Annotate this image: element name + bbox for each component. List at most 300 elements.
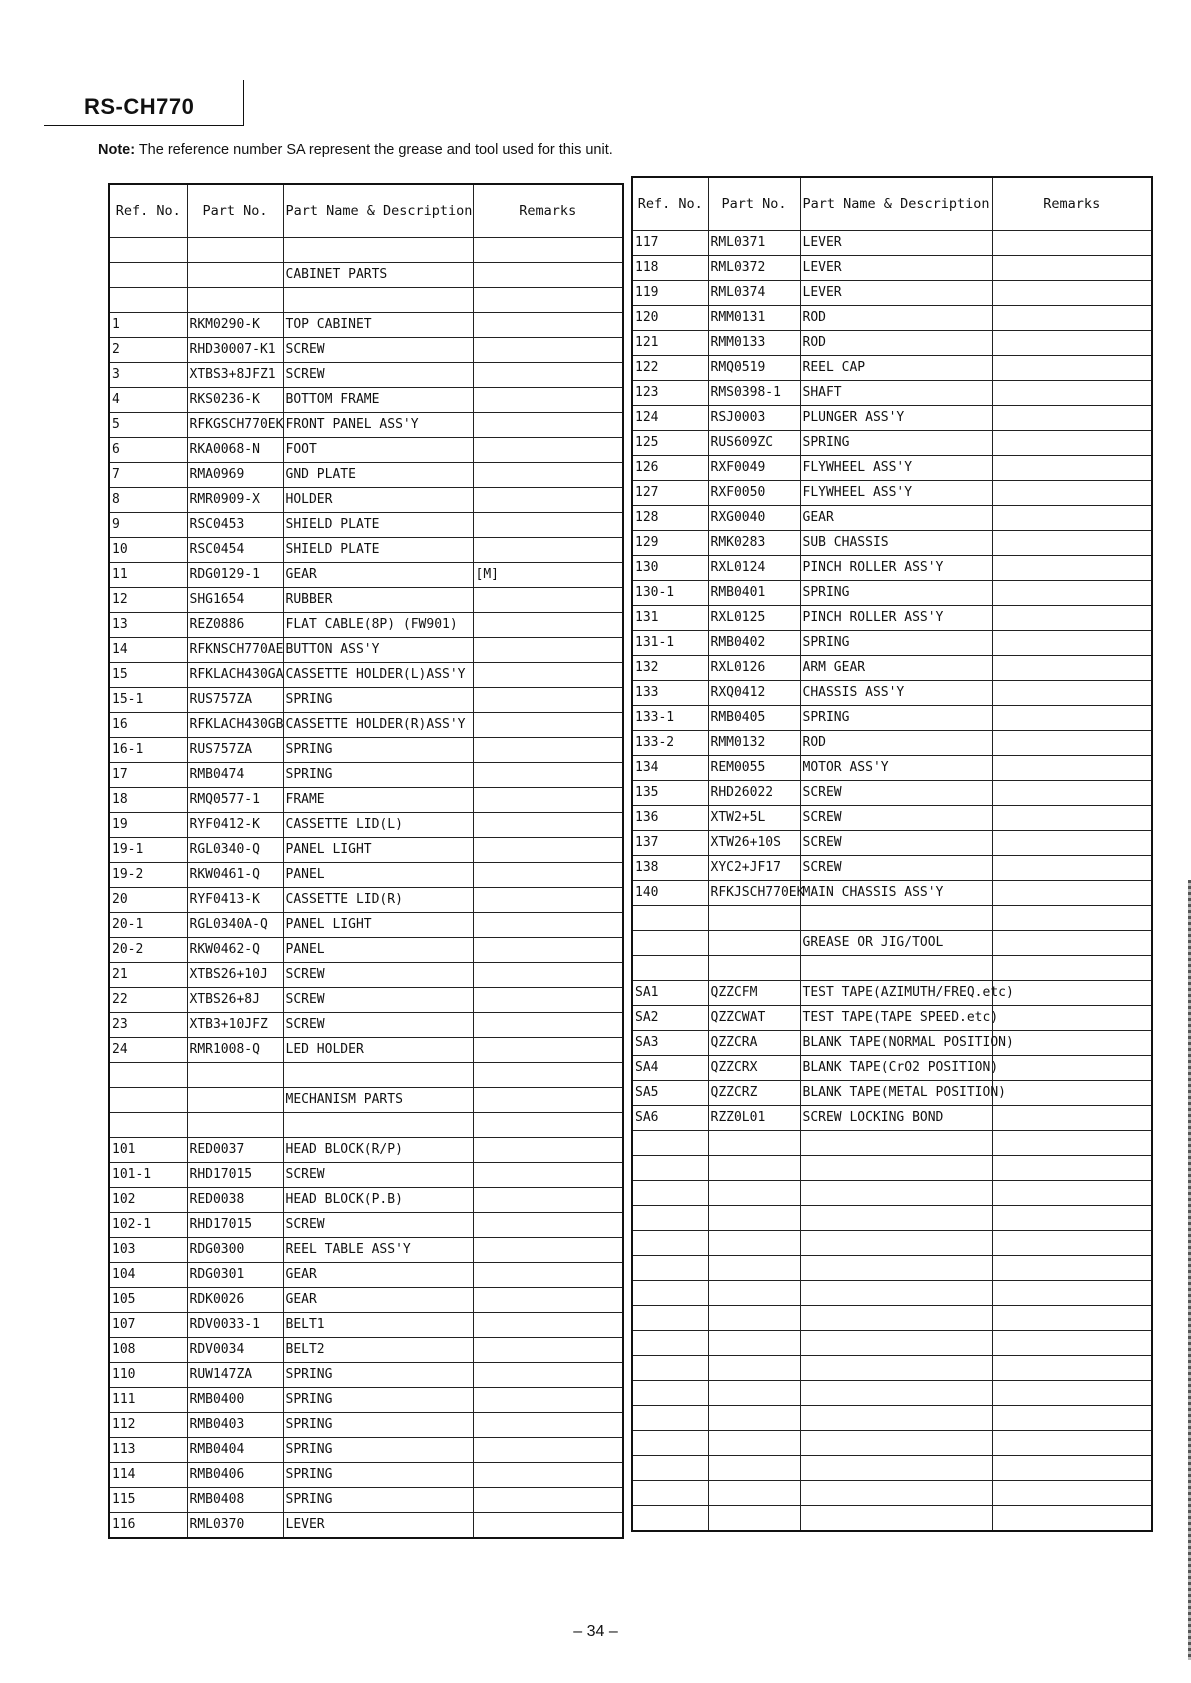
- description-cell: SCREW: [283, 1163, 473, 1188]
- ref-no-cell: 22: [109, 988, 187, 1013]
- remarks-cell: [473, 738, 623, 763]
- remarks-cell: [473, 788, 623, 813]
- ref-no-cell: [109, 1113, 187, 1138]
- part-no-cell: RGL0340-Q: [187, 838, 283, 863]
- remarks-cell: [473, 1438, 623, 1463]
- ref-no-cell: 108: [109, 1338, 187, 1363]
- ref-no-cell: 19: [109, 813, 187, 838]
- remarks-cell: [992, 956, 1152, 981]
- table-row: [632, 1431, 1152, 1456]
- part-no-cell: RKW0461-Q: [187, 863, 283, 888]
- part-no-cell: RMB0405: [708, 706, 800, 731]
- remarks-cell: [473, 513, 623, 538]
- ref-no-cell: 102-1: [109, 1213, 187, 1238]
- col-header-ref-no: Ref. No.: [632, 177, 708, 231]
- part-no-cell: [708, 931, 800, 956]
- table-row: [632, 1006, 1152, 1031]
- remarks-cell: [473, 913, 623, 938]
- description-cell: BELT1: [283, 1313, 473, 1338]
- part-no-cell: RED0037: [187, 1138, 283, 1163]
- description-cell: FLYWHEEL ASS'Y: [800, 481, 992, 506]
- ref-no-cell: 133-1: [632, 706, 708, 731]
- description-cell: CHASSIS ASS'Y: [800, 681, 992, 706]
- table-row: [632, 1056, 1152, 1081]
- table-row: [109, 313, 623, 338]
- table-row: [109, 463, 623, 488]
- ref-no-cell: 3: [109, 363, 187, 388]
- remarks-cell: [992, 606, 1152, 631]
- table-row: [109, 513, 623, 538]
- remarks-cell: [473, 838, 623, 863]
- description-cell: GEAR: [283, 563, 473, 588]
- table-row: [109, 963, 623, 988]
- part-no-cell: QZZCWAT: [708, 1006, 800, 1031]
- ref-no-cell: 119: [632, 281, 708, 306]
- ref-no-cell: 4: [109, 388, 187, 413]
- ref-no-cell: SA5: [632, 1081, 708, 1106]
- remarks-cell: [992, 1331, 1152, 1356]
- remarks-cell: [473, 1413, 623, 1438]
- description-cell: REEL TABLE ASS'Y: [283, 1238, 473, 1263]
- remarks-cell: [992, 1156, 1152, 1181]
- table-row: [109, 1313, 623, 1338]
- table-row: [632, 1331, 1152, 1356]
- remarks-cell: [473, 1513, 623, 1539]
- table-row: [632, 556, 1152, 581]
- part-no-cell: [708, 1481, 800, 1506]
- ref-no-cell: 18: [109, 788, 187, 813]
- part-no-cell: RMB0406: [187, 1463, 283, 1488]
- description-cell: SPRING: [283, 1363, 473, 1388]
- table-row: [109, 788, 623, 813]
- description-cell: PANEL: [283, 863, 473, 888]
- description-cell: FRAME: [283, 788, 473, 813]
- ref-no-cell: SA2: [632, 1006, 708, 1031]
- remarks-cell: [473, 763, 623, 788]
- table-row: [632, 756, 1152, 781]
- table-row: [632, 1381, 1152, 1406]
- remarks-cell: [M]: [473, 563, 623, 588]
- ref-no-cell: 107: [109, 1313, 187, 1338]
- description-cell: [800, 1456, 992, 1481]
- ref-no-cell: [109, 288, 187, 313]
- table-row: [632, 631, 1152, 656]
- table-row: [109, 263, 623, 288]
- description-cell: SPRING: [283, 1388, 473, 1413]
- table-row: [632, 1156, 1152, 1181]
- ref-no-cell: 21: [109, 963, 187, 988]
- part-no-cell: RXL0124: [708, 556, 800, 581]
- table-row: [109, 1488, 623, 1513]
- part-no-cell: [708, 1431, 800, 1456]
- part-no-cell: RED0038: [187, 1188, 283, 1213]
- description-cell: ROD: [800, 306, 992, 331]
- part-no-cell: RFKNSCH770AE: [187, 638, 283, 663]
- ref-no-cell: 116: [109, 1513, 187, 1539]
- part-no-cell: [708, 1456, 800, 1481]
- ref-no-cell: 13: [109, 613, 187, 638]
- table-row: [109, 363, 623, 388]
- part-no-cell: RMB0401: [708, 581, 800, 606]
- remarks-cell: [992, 306, 1152, 331]
- description-cell: [283, 1113, 473, 1138]
- remarks-cell: [992, 906, 1152, 931]
- remarks-cell: [473, 1338, 623, 1363]
- ref-no-cell: 101: [109, 1138, 187, 1163]
- ref-no-cell: 131: [632, 606, 708, 631]
- table-row: [632, 281, 1152, 306]
- table-row: [109, 1413, 623, 1438]
- description-cell: FLAT CABLE(8P) (FW901): [283, 613, 473, 638]
- table-row: [109, 863, 623, 888]
- part-no-cell: [708, 1156, 800, 1181]
- remarks-cell: [473, 1188, 623, 1213]
- part-no-cell: RMQ0519: [708, 356, 800, 381]
- ref-no-cell: 120: [632, 306, 708, 331]
- remarks-cell: [992, 406, 1152, 431]
- col-header-remarks: Remarks: [473, 184, 623, 238]
- description-cell: FLYWHEEL ASS'Y: [800, 456, 992, 481]
- part-no-cell: [708, 1306, 800, 1331]
- table-row: [109, 1238, 623, 1263]
- table-row: [109, 1388, 623, 1413]
- ref-no-cell: 130-1: [632, 581, 708, 606]
- table-row: [109, 1038, 623, 1063]
- ref-no-cell: 121: [632, 331, 708, 356]
- description-cell: MECHANISM PARTS: [283, 1088, 473, 1113]
- table-row: [109, 613, 623, 638]
- col-header-description: Part Name & Description: [283, 184, 473, 238]
- description-cell: SPRING: [283, 1438, 473, 1463]
- ref-no-cell: 2: [109, 338, 187, 363]
- remarks-cell: [992, 706, 1152, 731]
- part-no-cell: RFKJSCH770EK: [708, 881, 800, 906]
- ref-no-cell: 136: [632, 806, 708, 831]
- description-cell: SPRING: [800, 706, 992, 731]
- description-cell: REEL CAP: [800, 356, 992, 381]
- remarks-cell: [992, 1106, 1152, 1131]
- remarks-cell: [473, 1013, 623, 1038]
- part-no-cell: [708, 1381, 800, 1406]
- part-no-cell: RSJ0003: [708, 406, 800, 431]
- ref-no-cell: 124: [632, 406, 708, 431]
- part-no-cell: RHD17015: [187, 1163, 283, 1188]
- part-no-cell: [708, 1231, 800, 1256]
- remarks-cell: [473, 463, 623, 488]
- remarks-cell: [992, 481, 1152, 506]
- part-no-cell: RFKLACH430GA: [187, 663, 283, 688]
- description-cell: SCREW: [800, 806, 992, 831]
- part-no-cell: [708, 1181, 800, 1206]
- table-row: [632, 806, 1152, 831]
- table-row: [109, 938, 623, 963]
- part-no-cell: RMB0404: [187, 1438, 283, 1463]
- table-row: [632, 331, 1152, 356]
- part-no-cell: XTBS26+8J: [187, 988, 283, 1013]
- description-cell: BLANK TAPE(NORMAL POSITION): [800, 1031, 992, 1056]
- description-cell: PANEL LIGHT: [283, 913, 473, 938]
- part-no-cell: RKM0290-K: [187, 313, 283, 338]
- part-no-cell: RMR0909-X: [187, 488, 283, 513]
- part-no-cell: SHG1654: [187, 588, 283, 613]
- remarks-cell: [992, 1231, 1152, 1256]
- description-cell: HOLDER: [283, 488, 473, 513]
- ref-no-cell: 8: [109, 488, 187, 513]
- remarks-cell: [992, 981, 1152, 1006]
- description-cell: SCREW: [283, 963, 473, 988]
- description-cell: TEST TAPE(TAPE SPEED.etc): [800, 1006, 992, 1031]
- remarks-cell: [473, 888, 623, 913]
- ref-no-cell: 110: [109, 1363, 187, 1388]
- table-row: [632, 981, 1152, 1006]
- description-cell: GEAR: [283, 1288, 473, 1313]
- table-row: [109, 1213, 623, 1238]
- table-row: [632, 1481, 1152, 1506]
- ref-no-cell: [632, 1156, 708, 1181]
- remarks-cell: [473, 238, 623, 263]
- part-no-cell: [187, 1063, 283, 1088]
- col-header-description: Part Name & Description: [800, 177, 992, 231]
- description-cell: [800, 1231, 992, 1256]
- description-cell: BOTTOM FRAME: [283, 388, 473, 413]
- table-row: [109, 438, 623, 463]
- table-row: [109, 763, 623, 788]
- part-no-cell: RDG0129-1: [187, 563, 283, 588]
- description-cell: GREASE OR JIG/TOOL: [800, 931, 992, 956]
- description-cell: MAIN CHASSIS ASS'Y: [800, 881, 992, 906]
- ref-no-cell: 128: [632, 506, 708, 531]
- part-no-cell: RZZ0L01: [708, 1106, 800, 1131]
- description-cell: [800, 1256, 992, 1281]
- remarks-cell: [992, 531, 1152, 556]
- ref-no-cell: 131-1: [632, 631, 708, 656]
- table-row: [632, 1256, 1152, 1281]
- description-cell: SPRING: [283, 688, 473, 713]
- description-cell: GEAR: [283, 1263, 473, 1288]
- ref-no-cell: 105: [109, 1288, 187, 1313]
- description-cell: SCREW: [283, 338, 473, 363]
- remarks-cell: [992, 256, 1152, 281]
- remarks-cell: [992, 1506, 1152, 1532]
- remarks-cell: [992, 1356, 1152, 1381]
- table-row: [109, 1463, 623, 1488]
- table-row: [109, 538, 623, 563]
- ref-no-cell: 12: [109, 588, 187, 613]
- ref-no-cell: 20-2: [109, 938, 187, 963]
- part-no-cell: RUS757ZA: [187, 738, 283, 763]
- remarks-cell: [473, 863, 623, 888]
- table-row: [109, 1188, 623, 1213]
- description-cell: PINCH ROLLER ASS'Y: [800, 606, 992, 631]
- remarks-cell: [473, 1163, 623, 1188]
- table-row: [109, 813, 623, 838]
- description-cell: RUBBER: [283, 588, 473, 613]
- parts-table-left: [108, 183, 624, 1539]
- table-row: [632, 431, 1152, 456]
- ref-no-cell: 19-2: [109, 863, 187, 888]
- part-no-cell: RXF0049: [708, 456, 800, 481]
- remarks-cell: [992, 1281, 1152, 1306]
- part-no-cell: RHD26022: [708, 781, 800, 806]
- remarks-cell: [473, 713, 623, 738]
- table-row: [632, 956, 1152, 981]
- ref-no-cell: 126: [632, 456, 708, 481]
- table-row: [109, 713, 623, 738]
- remarks-cell: [473, 1038, 623, 1063]
- table-row: [632, 256, 1152, 281]
- table-row: [109, 1088, 623, 1113]
- part-no-cell: RDV0034: [187, 1338, 283, 1363]
- description-cell: FRONT PANEL ASS'Y: [283, 413, 473, 438]
- table-row: [632, 881, 1152, 906]
- part-no-cell: RKA0068-N: [187, 438, 283, 463]
- ref-no-cell: 127: [632, 481, 708, 506]
- remarks-cell: [473, 1288, 623, 1313]
- part-no-cell: RKS0236-K: [187, 388, 283, 413]
- ref-no-cell: 115: [109, 1488, 187, 1513]
- description-cell: PANEL LIGHT: [283, 838, 473, 863]
- description-cell: SPRING: [283, 1463, 473, 1488]
- table-row: [632, 1031, 1152, 1056]
- part-no-cell: RDK0026: [187, 1288, 283, 1313]
- description-cell: SPRING: [283, 1488, 473, 1513]
- description-cell: PANEL: [283, 938, 473, 963]
- ref-no-cell: [632, 1431, 708, 1456]
- part-no-cell: RYF0413-K: [187, 888, 283, 913]
- remarks-cell: [473, 1063, 623, 1088]
- table-row: [632, 1456, 1152, 1481]
- ref-no-cell: 7: [109, 463, 187, 488]
- remarks-cell: [992, 1456, 1152, 1481]
- parts-table-left-body: [109, 238, 623, 1539]
- ref-no-cell: [632, 1231, 708, 1256]
- part-no-cell: RML0371: [708, 231, 800, 256]
- ref-no-cell: [632, 1331, 708, 1356]
- description-cell: SHAFT: [800, 381, 992, 406]
- description-cell: BUTTON ASS'Y: [283, 638, 473, 663]
- part-no-cell: REZ0886: [187, 613, 283, 638]
- remarks-cell: [992, 1481, 1152, 1506]
- parts-table-right-body: [632, 231, 1152, 1532]
- description-cell: SCREW: [283, 988, 473, 1013]
- description-cell: LEVER: [800, 281, 992, 306]
- description-cell: LEVER: [283, 1513, 473, 1539]
- title-underline: [44, 125, 244, 126]
- table-row: [632, 931, 1152, 956]
- remarks-cell: [992, 506, 1152, 531]
- description-cell: [800, 1381, 992, 1406]
- ref-no-cell: [632, 1131, 708, 1156]
- part-no-cell: [187, 1113, 283, 1138]
- description-cell: LEVER: [800, 256, 992, 281]
- table-row: [109, 1063, 623, 1088]
- part-no-cell: RSC0454: [187, 538, 283, 563]
- description-cell: [800, 1281, 992, 1306]
- part-no-cell: QZZCRA: [708, 1031, 800, 1056]
- ref-no-cell: 114: [109, 1463, 187, 1488]
- remarks-cell: [992, 731, 1152, 756]
- remarks-cell: [992, 281, 1152, 306]
- part-no-cell: RMB0474: [187, 763, 283, 788]
- remarks-cell: [473, 338, 623, 363]
- part-no-cell: RXL0126: [708, 656, 800, 681]
- description-cell: SCREW: [283, 1013, 473, 1038]
- ref-no-cell: 16: [109, 713, 187, 738]
- table-row: [632, 1206, 1152, 1231]
- part-no-cell: RMB0403: [187, 1413, 283, 1438]
- part-no-cell: RMS0398-1: [708, 381, 800, 406]
- description-cell: TEST TAPE(AZIMUTH/FREQ.etc): [800, 981, 992, 1006]
- ref-no-cell: 101-1: [109, 1163, 187, 1188]
- remarks-cell: [473, 1263, 623, 1288]
- note: [98, 142, 613, 158]
- ref-no-cell: [632, 931, 708, 956]
- table-row: [109, 838, 623, 863]
- table-row: [109, 888, 623, 913]
- table-row: [109, 663, 623, 688]
- table-row: [109, 488, 623, 513]
- remarks-cell: [992, 1131, 1152, 1156]
- part-no-cell: [708, 1356, 800, 1381]
- remarks-cell: [473, 438, 623, 463]
- table-row: [109, 638, 623, 663]
- ref-no-cell: 125: [632, 431, 708, 456]
- description-cell: SPRING: [283, 1413, 473, 1438]
- remarks-cell: [473, 388, 623, 413]
- ref-no-cell: 15: [109, 663, 187, 688]
- remarks-cell: [992, 831, 1152, 856]
- remarks-cell: [473, 1363, 623, 1388]
- ref-no-cell: 24: [109, 1038, 187, 1063]
- description-cell: CASSETTE HOLDER(L)ASS'Y: [283, 663, 473, 688]
- table-row: [109, 1263, 623, 1288]
- part-no-cell: XYC2+JF17: [708, 856, 800, 881]
- table-row: [632, 656, 1152, 681]
- remarks-cell: [992, 806, 1152, 831]
- table-row: [632, 706, 1152, 731]
- part-no-cell: [187, 1088, 283, 1113]
- ref-no-cell: SA6: [632, 1106, 708, 1131]
- part-no-cell: XTB3+10JFZ: [187, 1013, 283, 1038]
- remarks-cell: [473, 688, 623, 713]
- description-cell: SCREW: [283, 363, 473, 388]
- table-row: [109, 388, 623, 413]
- table-row: [632, 831, 1152, 856]
- remarks-cell: [992, 1381, 1152, 1406]
- title-divider: [243, 80, 244, 126]
- ref-no-cell: 10: [109, 538, 187, 563]
- table-row: [632, 1131, 1152, 1156]
- part-no-cell: [187, 263, 283, 288]
- remarks-cell: [473, 288, 623, 313]
- remarks-cell: [473, 988, 623, 1013]
- description-cell: FOOT: [283, 438, 473, 463]
- part-no-cell: RMM0133: [708, 331, 800, 356]
- remarks-cell: [992, 931, 1152, 956]
- ref-no-cell: 9: [109, 513, 187, 538]
- description-cell: [800, 1156, 992, 1181]
- remarks-cell: [473, 1313, 623, 1338]
- table-row: [632, 456, 1152, 481]
- ref-no-cell: 17: [109, 763, 187, 788]
- table-row: [109, 1013, 623, 1038]
- table-row: [109, 1513, 623, 1539]
- ref-no-cell: 14: [109, 638, 187, 663]
- part-no-cell: [708, 1256, 800, 1281]
- description-cell: [800, 1131, 992, 1156]
- ref-no-cell: [632, 1256, 708, 1281]
- table-row: [109, 413, 623, 438]
